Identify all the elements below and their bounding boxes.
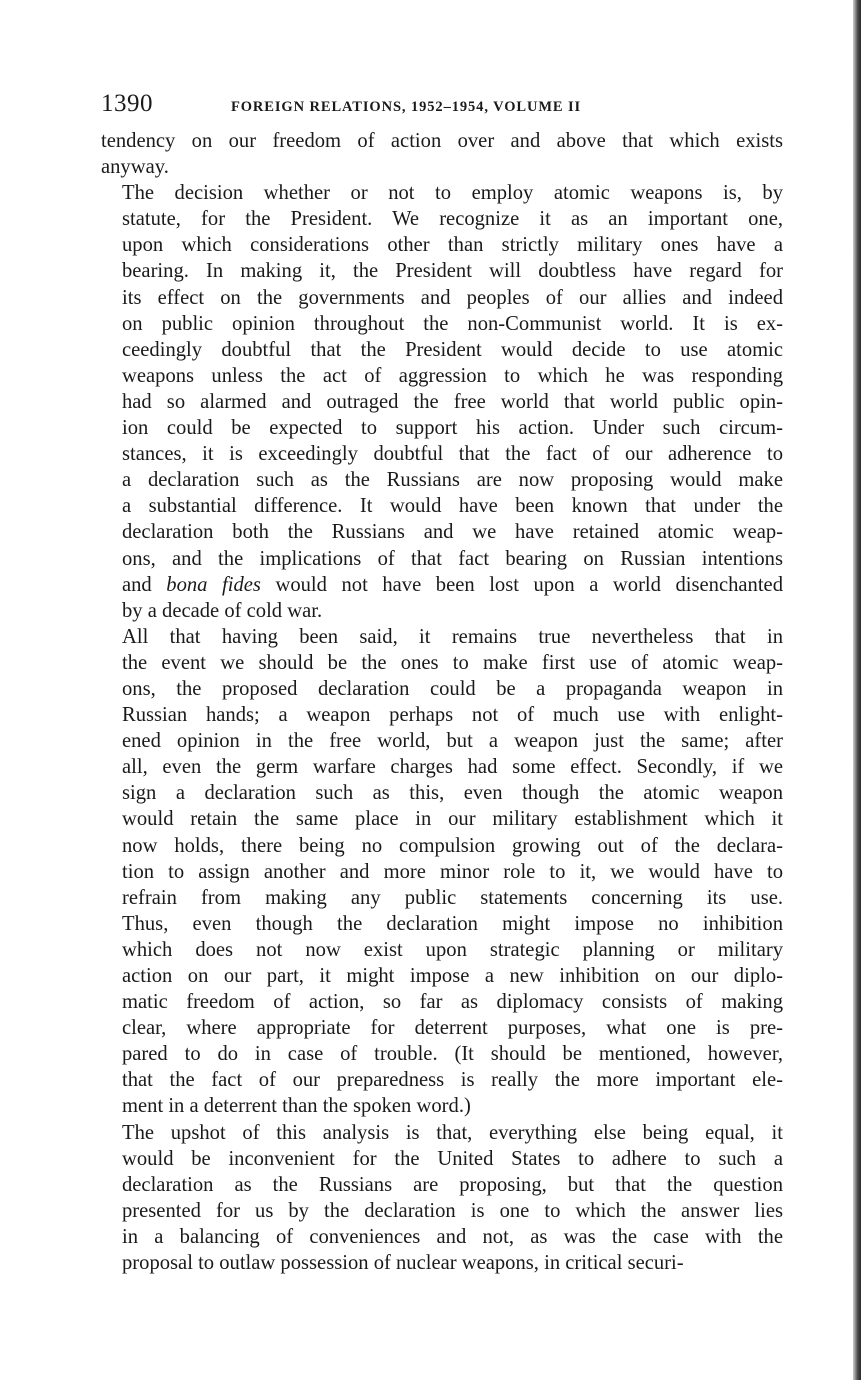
- text-line: a declaration such as the Russians are now proposing would make: [122, 469, 783, 492]
- text-line: by a decade of cold war.: [122, 599, 323, 622]
- text-line: statute, for the President. We recognize it as an important one,: [122, 208, 783, 231]
- text-line: declaration both the Russians and we have retained atomic weap-: [122, 521, 783, 544]
- text-line: its effect on the governments and peoples of our allies and indeed: [122, 286, 783, 309]
- text-line: sign a declaration such as this, even though the atomic weapon: [122, 782, 783, 805]
- text-line: ened opinion in the free world, but a weapon just the same; after: [122, 730, 783, 753]
- paragraph: [101, 180, 783, 624]
- text-line: action on our part, it might impose a new inhibition on our diplo-: [122, 965, 783, 987]
- text-line: pared to do in case of trouble. (It should be mentioned, however,: [122, 1043, 783, 1066]
- paragraph: [101, 624, 783, 1120]
- text-line: clear, where appropriate for deterrent purposes, what one is pre-: [122, 1017, 783, 1040]
- text-line: ion could be expected to support his action. Under such circum-: [122, 417, 783, 440]
- text-line: ceedingly doubtful that the President would decide to use atomic: [122, 338, 783, 361]
- text-line: would be inconvenient for the United States to adhere to such a: [122, 1147, 783, 1170]
- text-line: bearing. In making it, the President will doubtless have regard for: [122, 260, 783, 283]
- text-line: would retain the same place in our military establishment which it: [122, 808, 783, 831]
- text-line: all, even the germ warfare charges had some effect. Secondly, if we: [122, 756, 783, 779]
- text-line: now holds, there being no compulsion growing out of the declara-: [122, 834, 783, 857]
- paragraph: [101, 1120, 783, 1277]
- text-line: refrain from making any public statements concerning its use.: [122, 886, 783, 909]
- page-edge-shadow: [853, 0, 861, 1380]
- text-line: stances, it is exceedingly doubtful that the fact of our adherence to: [122, 443, 783, 466]
- text-line: ons, and the implications of that fact bearing on Russian intentions: [122, 547, 783, 570]
- text-line: proposal to outlaw possession of nuclear weapons, in critical securi-: [122, 1252, 684, 1275]
- text-line: that the fact of our preparedness is really the more important ele-: [122, 1069, 783, 1092]
- text-line: matic freedom of action, so far as diplomacy consists of making: [122, 991, 783, 1014]
- text-line: ment in a deterrent than the spoken word.): [122, 1095, 471, 1118]
- text-line: tion to assign another and more minor role to it, we would have to: [122, 860, 783, 883]
- text-line: had so alarmed and outraged the free world that world public opin-: [122, 390, 783, 413]
- text-line: on public opinion throughout the non-Communist world. It is ex-: [122, 312, 783, 335]
- text-line: the event we should be the ones to make first use of atomic weap-: [122, 651, 783, 674]
- page-number: 1390: [101, 90, 153, 117]
- text-line: The decision whether or not to employ atomic weapons is, by: [122, 182, 783, 205]
- text-line: ons, the proposed declaration could be a propaganda weapon in: [122, 677, 783, 700]
- text-line: All that having been said, it remains true nevertheless that in: [122, 625, 783, 648]
- text-line: upon which considerations other than strictly military ones have a: [122, 234, 783, 257]
- text-line: and bona fides would not have been lost upon a world disenchanted: [122, 573, 783, 596]
- text-line: weapons unless the act of aggression to which he was responding: [122, 364, 783, 387]
- text-line: The upshot of this analysis is that, everything else being equal, it: [122, 1121, 783, 1144]
- text-line: declaration as the Russians are proposing, but that the question: [122, 1173, 783, 1196]
- text-line: tendency on our freedom of action over and above that which exists: [101, 130, 783, 152]
- text-line: anyway.: [101, 156, 169, 179]
- page-header: [101, 90, 783, 124]
- running-head: FOREIGN RELATIONS, 1952–1954, VOLUME II: [231, 99, 582, 115]
- text-line: a substantial difference. It would have been known that under the: [122, 495, 783, 518]
- document-body: [101, 128, 783, 1276]
- text-line: in a balancing of conveniences and not, as was the case with the: [122, 1225, 783, 1248]
- text-line: presented for us by the declaration is one to which the answer lies: [122, 1199, 783, 1222]
- text-line: Thus, even though the declaration might impose no inhibition: [122, 912, 783, 935]
- document-page: [101, 90, 783, 1276]
- paragraph: [101, 128, 783, 180]
- text-line: which does not now exist upon strategic planning or military: [122, 938, 783, 961]
- text-line: Russian hands; a weapon perhaps not of much use with enlight-: [122, 704, 783, 727]
